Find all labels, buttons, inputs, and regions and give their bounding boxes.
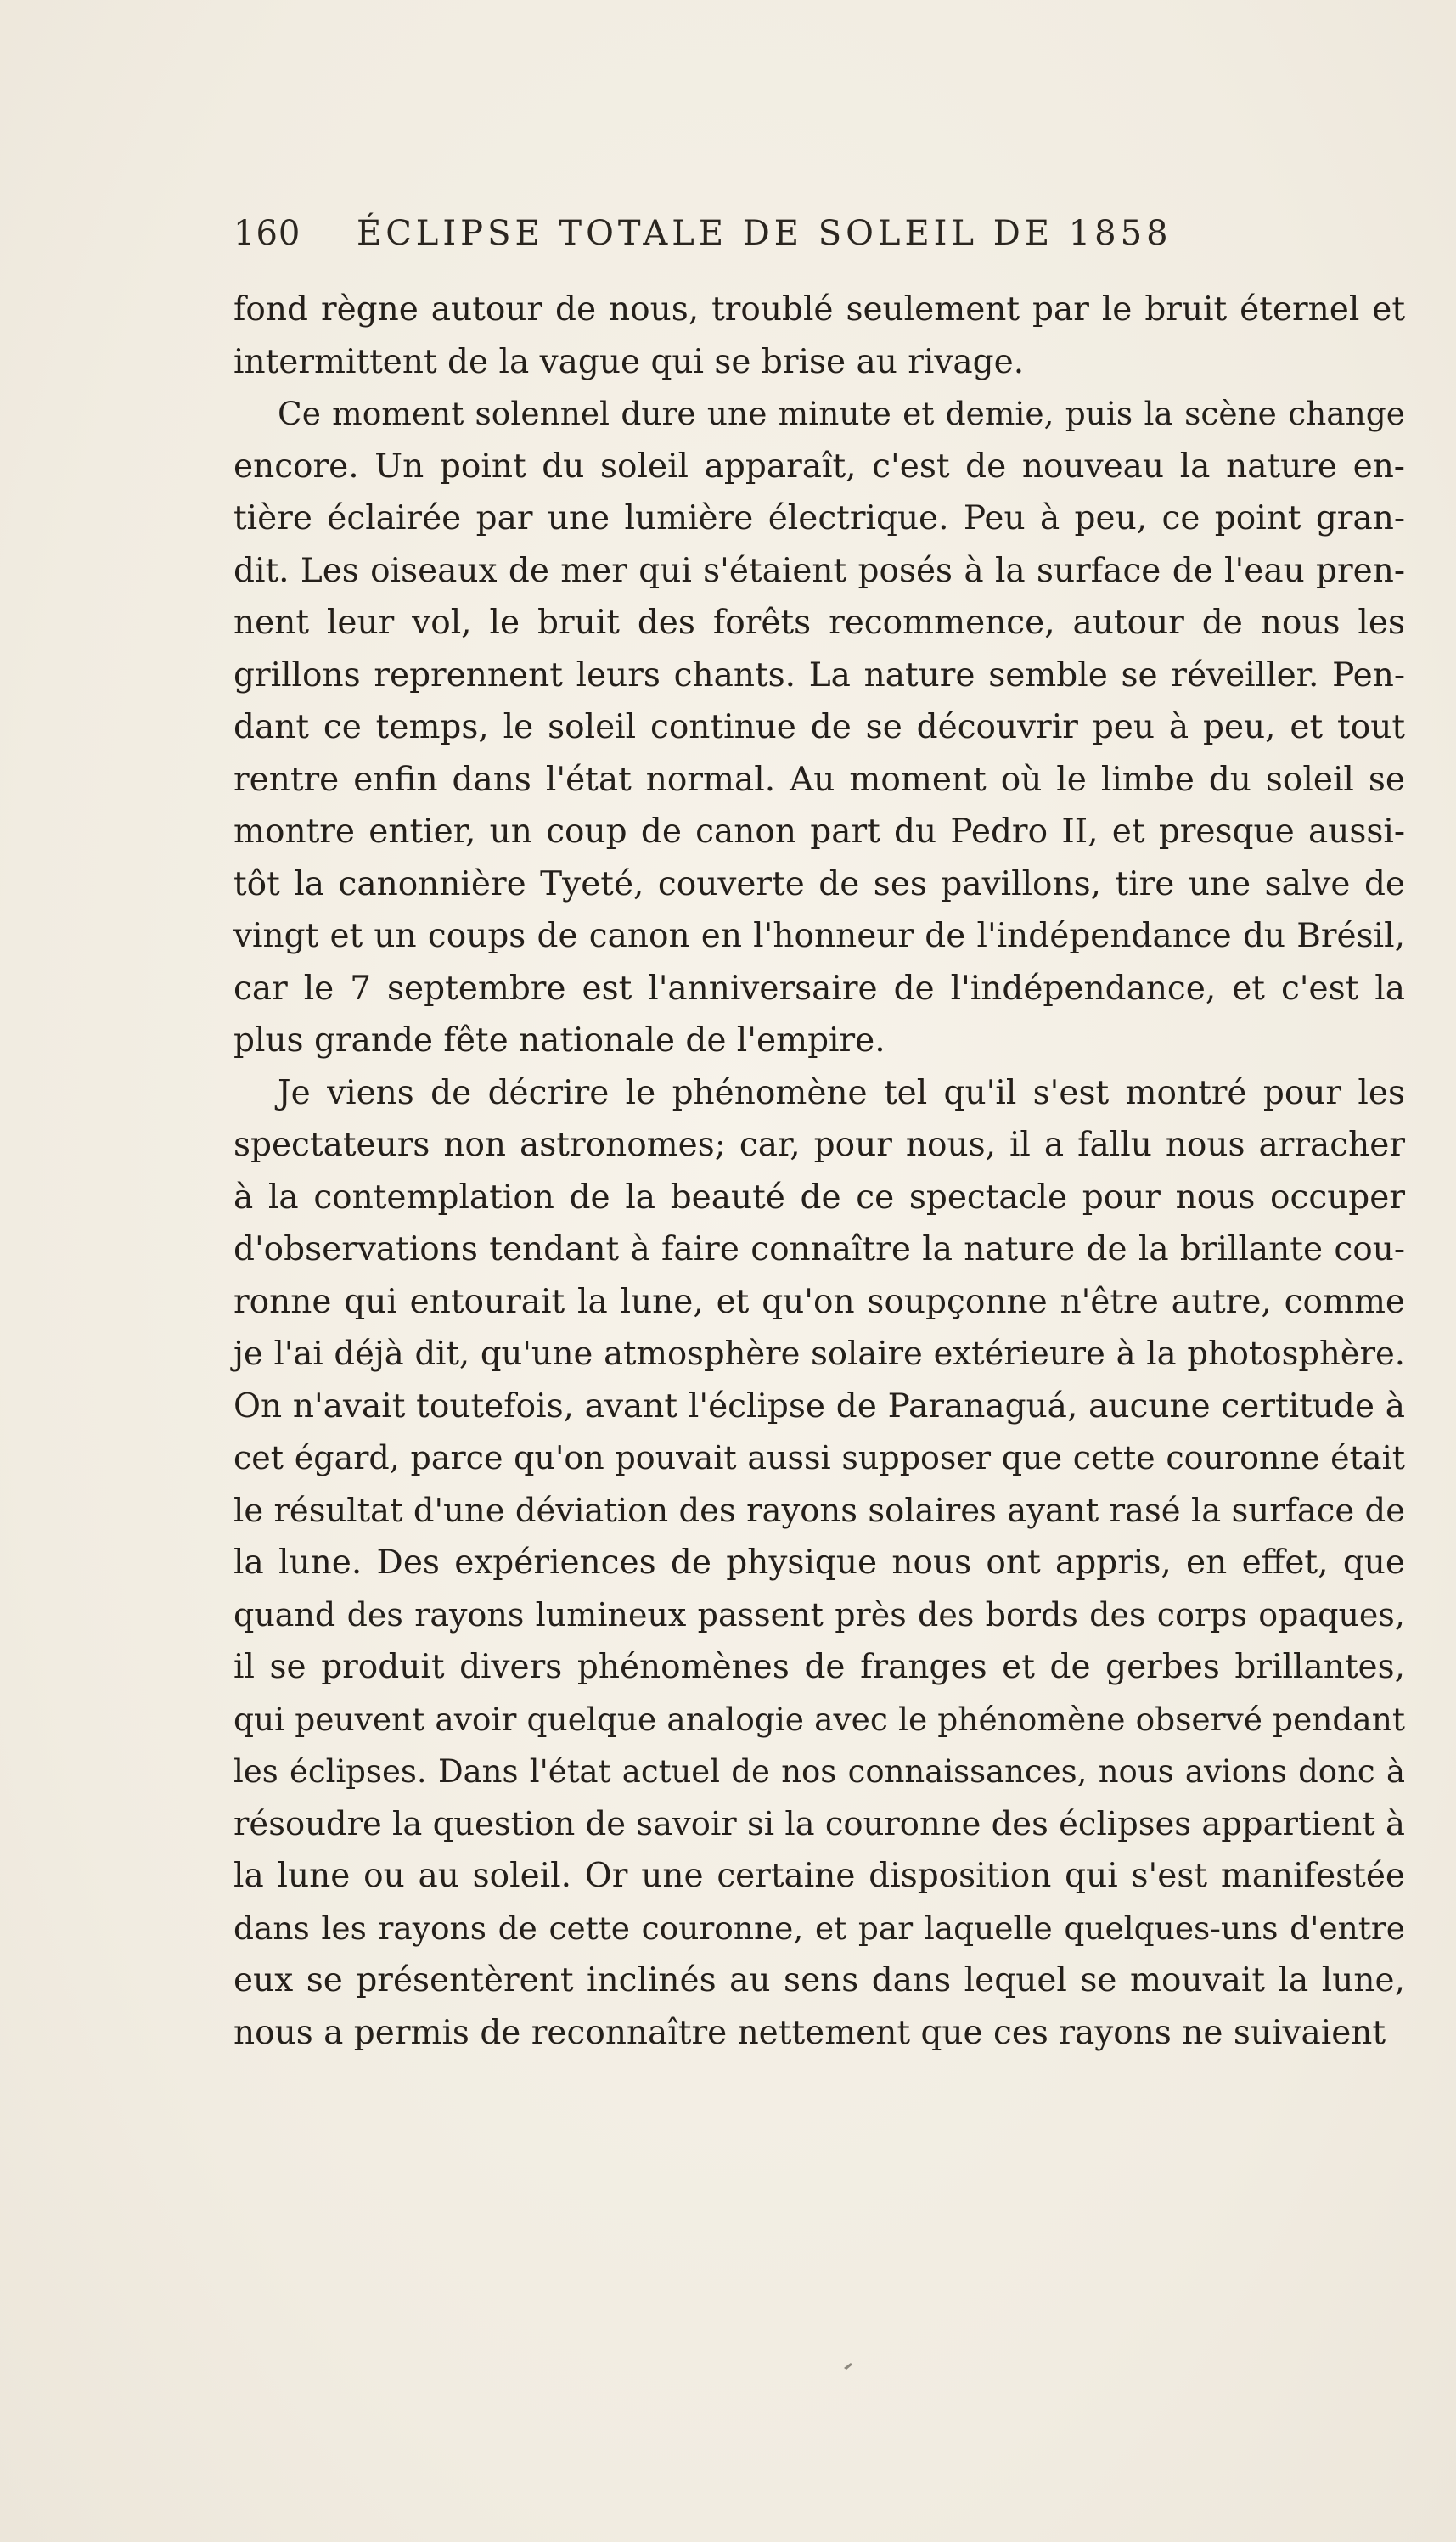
text-line: fond règne autour de nous, troublé seulement par le bruit éternel et: [233, 290, 1405, 329]
text-line: encore. Un point du soleil apparaît, c'est de nouveau la nature en-: [233, 447, 1405, 486]
text-line: grillons reprennent leurs chants. La nature semble se réveiller. Pen-: [233, 655, 1405, 695]
text-line: la lune. Des expériences de physique nous ont appris, en effet, que: [233, 1544, 1405, 1582]
paragraph: [233, 284, 1405, 388]
running-head: ÉCLIPSE TOTALE DE SOLEIL DE 1858: [357, 214, 1172, 253]
text-line: plus grande fête nationale de l'empire.: [233, 1021, 885, 1060]
text-line: car le 7 septembre est l'anniversaire de l'indépendance, et c'est la: [233, 969, 1405, 1008]
text-line: tôt la canonnière Tyeté, couverte de ses pavillons, tire une salve de: [233, 864, 1405, 903]
text-line: nous a permis de reconnaître nettement que ces rayons ne suivaient: [233, 2013, 1386, 2052]
text-line: Je viens de décrire le phénomène tel qu'il s'est montré pour les: [278, 1073, 1405, 1112]
text-line: nent leur vol, le bruit des forêts recommence, autour de nous les: [233, 604, 1405, 642]
text-line: rentre enfin dans l'état normal. Au moment où le limbe du soleil se: [233, 760, 1405, 799]
text-line: à la contemplation de la beauté de ce spectacle pour nous occuper: [233, 1178, 1405, 1217]
paragraph: [233, 388, 1405, 1067]
paper-speck: [840, 2356, 857, 2373]
text-line: montre entier, un coup de canon part du Pedro II, et presque aussi-: [233, 813, 1405, 851]
text-line: tière éclairée par une lumière électrique. Peu à peu, ce point gran-: [233, 499, 1405, 537]
text-line: le résultat d'une déviation des rayons solaires ayant rasé la surface de: [233, 1491, 1405, 1530]
text-line: il se produit divers phénomènes de franges et de gerbes brillantes,: [233, 1648, 1405, 1686]
text-line: résoudre la question de savoir si la couronne des éclipses appartient à: [233, 1804, 1405, 1843]
text-line: les éclipses. Dans l'état actuel de nos connaissances, nous avions donc à: [233, 1753, 1405, 1790]
text-line: eux se présentèrent inclinés au sens dans lequel se mouvait la lune,: [233, 1961, 1405, 1999]
text-line: d'observations tendant à faire connaître la nature de la brillante cou-: [233, 1230, 1405, 1268]
text-line: dit. Les oiseaux de mer qui s'étaient posés à la surface de l'eau pren-: [233, 551, 1405, 590]
text-line: intermittent de la vague qui se brise au rivage.: [233, 342, 1025, 381]
text-line: cet égard, parce qu'on pouvait aussi supposer que cette couronne était: [233, 1439, 1405, 1476]
paragraph: [233, 1067, 1405, 2060]
body-text: [233, 284, 1405, 2059]
text-line: dant ce temps, le soleil continue de se découvrir peu à peu, et tout: [233, 708, 1405, 746]
text-line: spectateurs non astronomes; car, pour nous, il a fallu nous arracher: [233, 1126, 1405, 1164]
page-header: [233, 214, 1405, 265]
page-number: 160: [233, 214, 301, 253]
text-line: dans les rayons de cette couronne, et par laquelle quelques-uns d'entre: [233, 1909, 1405, 1947]
text-line: je l'ai déjà dit, qu'une atmosphère solaire extérieure à la photosphère.: [233, 1335, 1405, 1373]
text-line: la lune ou au soleil. Or une certaine disposition qui s'est manifestée: [233, 1857, 1405, 1895]
text-line: On n'avait toutefois, avant l'éclipse de Paranaguá, aucune certitude à: [233, 1386, 1405, 1426]
text-line: Ce moment solennel dure une minute et demie, puis la scène change: [278, 395, 1405, 432]
text-line: ronne qui entourait la lune, et qu'on soupçonne n'être autre, comme: [233, 1282, 1405, 1321]
text-line: vingt et un coups de canon en l'honneur de l'indépendance du Brésil,: [233, 917, 1405, 955]
text-line: qui peuvent avoir quelque analogie avec le phénomène observé pendant: [233, 1700, 1405, 1738]
text-line: quand des rayons lumineux passent près des bords des corps opaques,: [233, 1595, 1405, 1634]
